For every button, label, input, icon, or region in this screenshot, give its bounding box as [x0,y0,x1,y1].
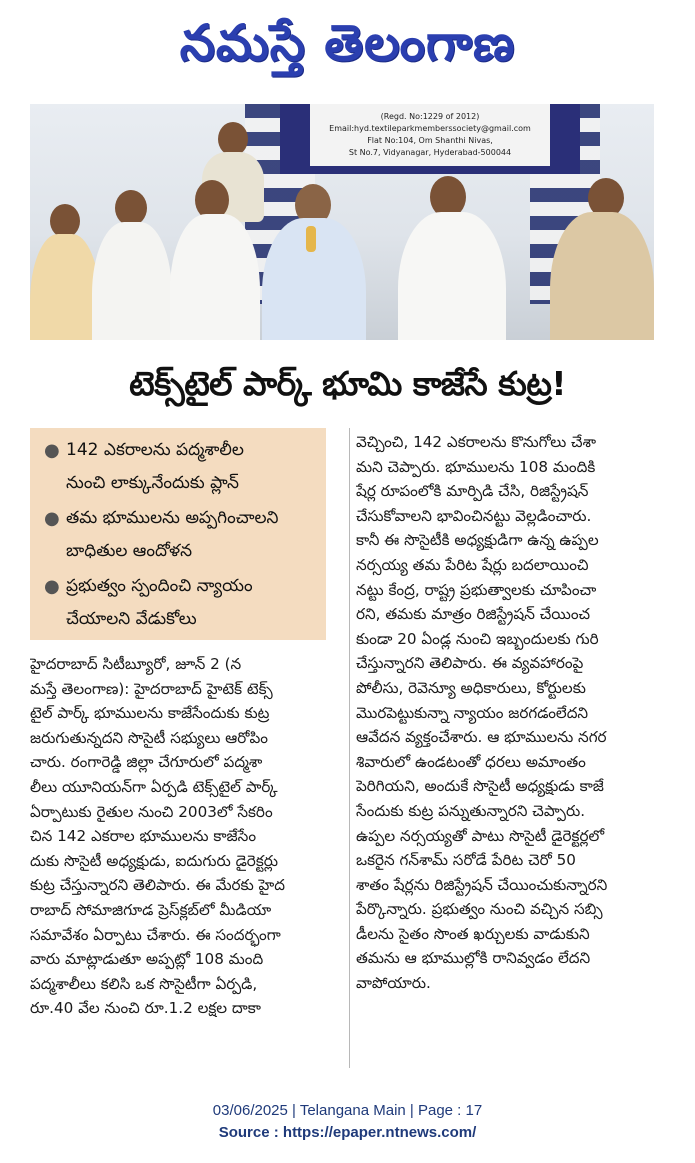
article-line: వారు మాట్లాడుతూ అప్పట్లో 108 మంది [30,950,264,969]
article-line: సమావేశం ఏర్పాటు చేశారు. ఈ సందర్భంగా [30,925,281,944]
article-line: రాబాద్ సోమాజిగూడ ప్రెస్‌క్లబ్‌లో మీడియా [30,900,272,919]
footer-date-page: 03/06/2025 | Telangana Main | Page : 17 [212,1102,483,1119]
person-seated [30,234,100,340]
article-line: కుట్ర చేస్తున్నారని తెలిపారు. ఈ మేరకు హైద [30,876,285,895]
banner-line: (Regd. No:1229 of 2012) [380,112,480,121]
article-line: వెచ్చించి, 142 ఎకరాలను కొనుగోలు చేశా [356,433,596,451]
article-line: పద్మశాలీలు కలిసి ఒక సొసైటీగా ఏర్పడి, [30,974,258,993]
article-line: వాపోయారు. [356,974,431,993]
article-line: పోలీసు, రెవెన్యూ అధికారులు, కోర్టులకు [356,678,586,697]
article-line: ఉప్పల నర్సయ్యతో పాటు సొసైటీ డైరెక్టర్లలో [356,826,605,845]
person-seated [92,222,172,340]
article-line: శివారులో ఉండటంతో ధరలు అమాంతం [356,752,586,771]
article-line: కానీ ఈ సొసైటీకి అధ్యక్షుడిగా ఉన్న ఉప్పల [356,531,599,550]
article-line: ఆవేదన వ్యక్తంచేశారు. ఆ భూములను నగర [356,728,607,747]
article-line: మస్తే తెలంగాణ): హైదరాబాద్ హైటెక్ టెక్స్ [30,679,273,698]
person-seated [170,214,260,340]
article-column-right [356,430,660,996]
bullet-icon: ● [44,576,60,597]
article-line: చిన 142 ఎకరాల భూములను కాజేసేం [30,827,257,846]
person-seated [398,212,506,340]
article-line: మొరపెట్టుకున్నా న్యాయం జరగడంలేదని [356,703,589,722]
highlight-item: ● ప్రభుత్వం స్పందించి న్యాయం చేయాలని వేడుకోలు [44,570,324,636]
headline-text: టెక్స్‌టైల్ పార్క్ భూమి కాజేసే కుట్ర! [129,363,566,403]
person-head [50,204,80,238]
article-line: మని చెప్పారు. భూములను 108 మందికి [356,457,596,476]
society-banner [280,104,580,174]
headline [0,352,695,422]
banner-line: St No.7, Vidyanagar, Hyderabad-500044 [348,148,512,157]
article-line: జరుగుతున్నదని సొసైటీ సభ్యులు ఆరోపిం [30,728,268,747]
article-line: పేర్కొన్నారు. ప్రభుత్వం నుంచి వచ్చిన సబ్సి [356,900,603,919]
highlights-box [30,428,326,640]
article-line: రూ.40 వేల నుంచి రూ.1.2 లక్షల దాకా [30,999,261,1018]
article-line: హైదరాబాద్ సిటీబ్యూరో, జూన్ 2 (న [30,655,242,673]
article-line: ఏర్పాటుకు రైతుల నుంచి 2003లో సేకరిం [30,802,273,821]
bullet-icon: ● [44,440,60,461]
article-line: చేస్తున్నారని తెలిపారు. ఈ వ్యవహారంపై [356,654,584,673]
article-line: లీలు యూనియన్‌గా ఏర్పడి టెక్స్‌టైల్ పార్క్ [30,777,278,796]
article-line: డీలను సైతం సొంత ఖర్చులకు వాడుకుని [356,924,590,943]
highlight-item: ● తమ భూములను అప్పగించాలని బాధితుల ఆందోళన [44,502,324,568]
article-line: కుండా 20 ఏండ్ల నుంచి ఇబ్బందులకు గురి [356,629,599,648]
masthead [0,0,695,98]
article-line: దుకు సొసైటీ అధ్యక్షుడు, ఐదుగురు డైరెక్టర్లు [30,851,279,870]
banner-line: Email:hyd.textileparkmemberssociety@gmail.com [329,124,531,133]
article-line: పెరిగియని, అందుకే సొసైటీ అధ్యక్షుడు కాజే [356,777,604,796]
article-line: రని, తమకు మాత్రం రిజిస్ట్రేషన్ చేయించ [356,605,591,624]
person-seated [550,212,654,340]
article-line: ఒకరైన గన్‌శామ్ సరోడే పేరిట చెరో 50 [356,851,576,870]
footer-source-link[interactable]: Source : https://epaper.ntnews.com/ [218,1124,477,1141]
person-head [115,190,147,226]
article-line: నట్టు కేంద్ర, రాష్ట్ర ప్రభుత్వాలకు చూపించా [356,580,597,599]
article-line: శాతం షేర్లను రిజిస్ట్రేషన్ చేయించుకున్నారని [356,875,608,894]
article-line: టైల్ పార్క్ భూములను కాజేసేందుకు కుట్ర [30,704,270,723]
article-line: తమను ఆ భూముల్లోకి రానివ్వడం లేదని [356,949,591,968]
masthead-logo: నమస్తే తెలంగాణ [179,13,516,72]
person-head [218,122,248,156]
highlight-item: ● 142 ఎకరాలను పద్మశాలీల నుంచి లాక్కునేందుకు ప్లాన్ [44,434,324,500]
microphone [306,226,316,252]
banner-line: Flat No:104, Om Shanthi Nivas, [367,136,493,145]
bullet-icon: ● [44,508,60,529]
article-line: చారు. రంగారెడ్డి జిల్లా చేగూరులో పద్మశా [30,753,263,772]
article-line: నర్సయ్య తమ పేరిట షేర్లు బదలాయించి [356,555,589,574]
article-line: సేందుకు కుట్ర పన్నుతున్నారని చెప్పారు. [356,801,586,820]
article-line: చేసుకోవాలని భావించినట్టు వెల్లడించారు. [356,506,592,525]
column-divider [349,428,350,1068]
article-line: షేర్ల రూపంలోకి మార్పిడి చేసి, రిజిస్ట్రేషన్ [356,482,589,501]
press-meet-photo [30,104,654,340]
article-column-left [30,652,348,1021]
